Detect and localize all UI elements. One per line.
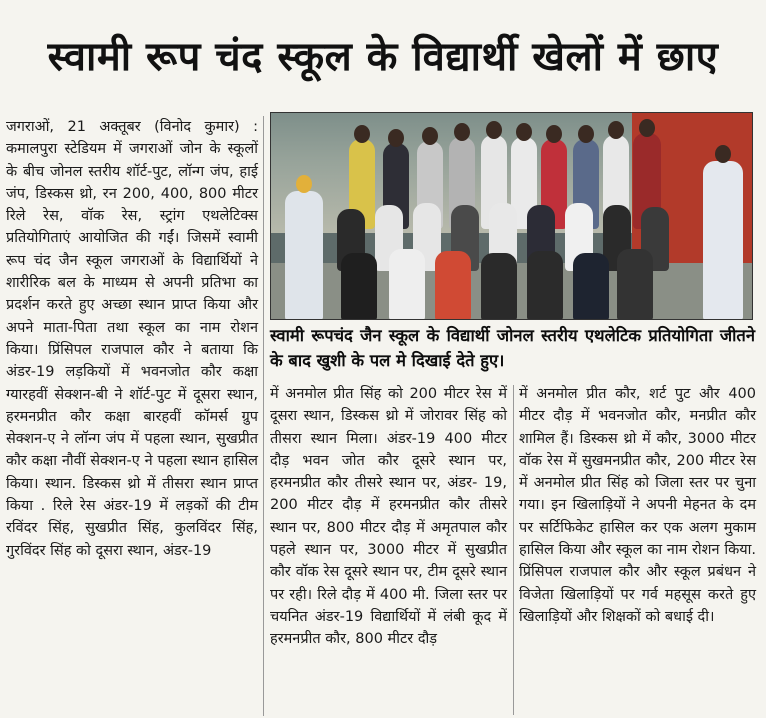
student-figure — [481, 253, 517, 320]
student-figure — [435, 251, 471, 320]
head-shape — [454, 123, 470, 141]
head-shape — [388, 129, 404, 147]
head-shape — [546, 125, 562, 143]
article-column-3: में अनमोल प्रीत कौर, शर्ट पुट और 400 मीटर दौड़ में भवनजोत कौर, मनप्रीत कौर शामिल हैं। डिस्कस थ्रो में कौर, 3000 मीटर वॉक रेस में सुखमनप्रीत कौर, 200 मीटर रेस में अनमोल प्रीत सिंह को जिला स्तर पर चुना गया। इन खिलाड़ियों ने अपनी मेहनत के दम पर सर्टिफिकेट हासिल कर एक अलग मुकाम हासिल किया और स्कूल का नाम रोशन किया. प्रिंसिपल राजपाल कौर और स्कूल प्रबंधन ने विजेता खिलाड़ियों पर गर्व महसूस करते हुए खिलाड़ियों और शिक्षकों को बधाई दी। — [519, 386, 756, 625]
article-column-2: में अनमोल प्रीत सिंह को 200 मीटर रेस में दूसरा स्थान, डिस्कस थ्रो में जोरावर सिंह को तीसरा स्थान मिला। अंडर-19 400 मीटर दौड़ भवन जोत कौर दूसरे स्थान पर, हरमनप्रीत कौर तीसरे स्थान पर, अंडर- 19, 200 मीटर दौड़ में हरमनप्रीत कौर तीसरे स्थान पर, 800 मीटर दौड़ में अमृतपाल कौर पहले स्थान पर, 3000 मीटर में सुखप्रीत कौर वॉक रेस दूसरे स्थान पर, टीम दूसरे स्थान पर रही। रिले दौड़ में 400 मी. जिला स्तर पर चयनित अंडर-19 विद्यार्थियों में लंबी कूद में हरमनप्रीत कौर, 800 मीटर दौड़ — [270, 386, 507, 648]
student-figure — [389, 249, 425, 320]
head-shape — [608, 121, 624, 139]
head-shape — [422, 127, 438, 145]
article-column-1: जगराओं, 21 अक्तूबर (विनोद कुमार) : कमालपुरा स्टेडियम में जगराओं जोन के स्कूलों के बीच जोनल स्तरीय शॉर्ट-पुट, लॉन्ग जंप, हाई जंप, डिस्कस थ्रो, रन 200, 400, 800 मीटर रिले रेस, वॉक रेस, स्ट्रांग एथलेटिक्स प्रतियोगिताएं आयोजित की गईं। जिसमें स्वामी रूप चंद जैन स्कूल जगराओं के विद्यार्थियों ने शारीरिक बल के माध्यम से अपनी प्रतिभा का प्रदर्शन करते हुए अच्छा स्थान प्राप्त किया और अपने माता-पिता तथा स्कूल का नाम रोशन किया। प्रिंसिपल राजपाल कौर ने बताया कि अंडर-19 लड़कियों में भवनजोत कौर कक्षा ग्यारहवीं सेक्शन-बी ने शॉर्ट-पुट में दूसरा स्थान, हरमनप्रीत कौर कक्षा बारहवीं कॉमर्स ग्रुप सेक्शन-ए ने लॉन्ग जंप में पहला स्थान, सुखप्रीत कौर कक्षा नौवीं सेक्शन-ए ने पहला स्थान हासिल किया। स्थान. डिस्कस थ्रो में तीसरा स्थान प्राप्त किया . रिले रेस अंडर-19 में लड़कों की टीम रविंदर सिंह, सुखप्रीत सिंह, कुलविंदर सिंह, गुरविंदर सिंह को दूसरा स्थान, अंडर-19 — [6, 119, 258, 559]
photo-caption: स्वामी रूपचंद जैन स्कूल के विद्यार्थी जोनल स्तरीय एथलेटिक प्रतियोगिता जीतने के बाद खुशी के पल मे दिखाई देते हुए। — [270, 326, 755, 370]
head-shape — [354, 125, 370, 143]
student-figure — [527, 251, 563, 320]
head-shape — [578, 125, 594, 143]
head-shape — [516, 123, 532, 141]
column-divider — [513, 385, 514, 715]
group-photo — [270, 112, 753, 320]
head-shape — [639, 119, 655, 137]
student-figure — [341, 253, 377, 320]
head-shape — [296, 175, 312, 193]
head-shape — [486, 121, 502, 139]
teacher-figure — [285, 191, 323, 320]
student-figure — [617, 249, 653, 320]
column-divider — [263, 116, 264, 716]
student-figure — [573, 253, 609, 320]
head-shape — [715, 145, 731, 163]
headline: स्वामी रूप चंद स्कूल के विद्यार्थी खेलों में छाए — [47, 33, 719, 80]
teacher-figure — [703, 161, 743, 320]
